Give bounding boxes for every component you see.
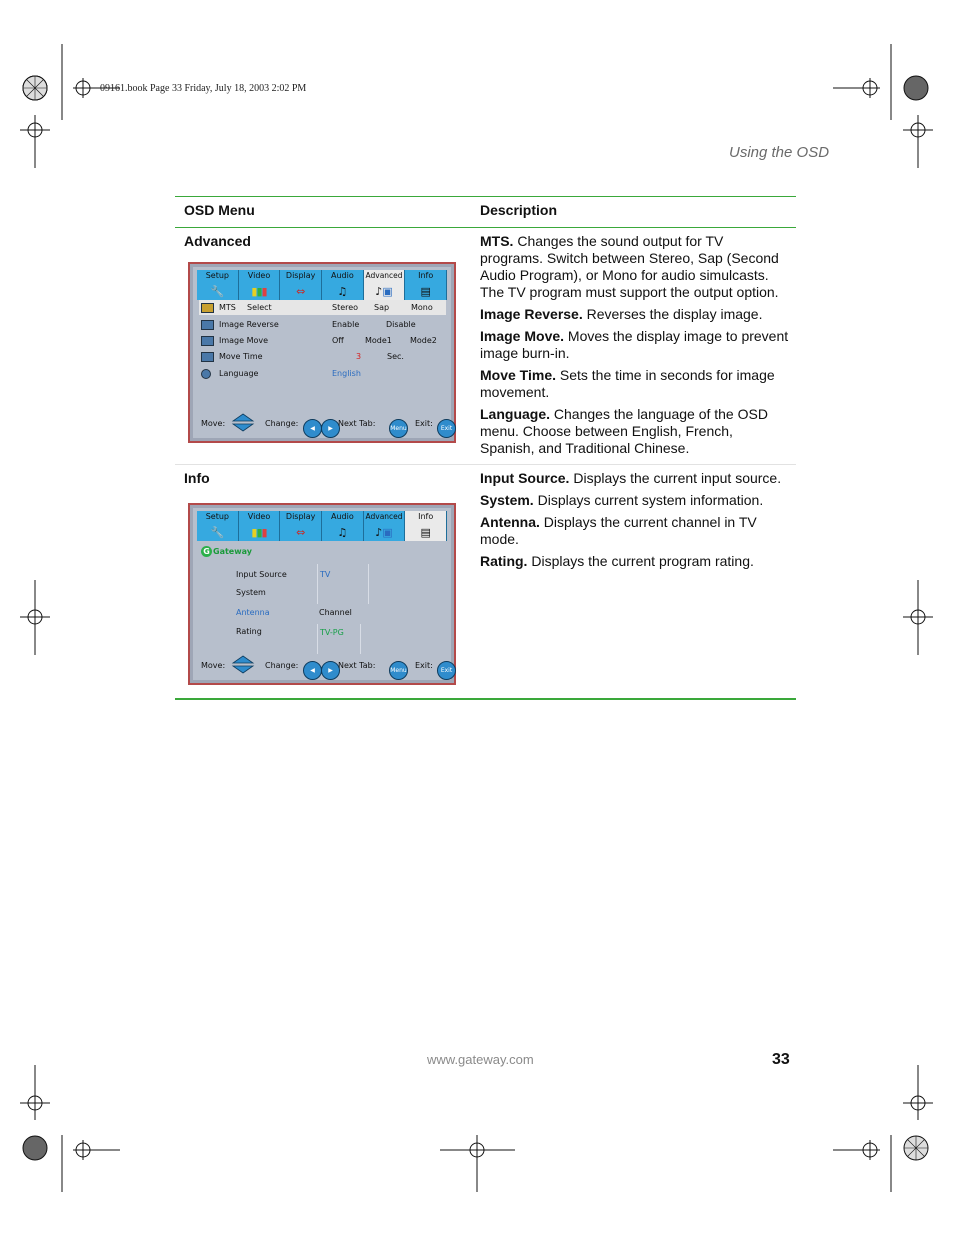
info-description	[480, 470, 790, 575]
input-source-value: TV	[320, 570, 331, 579]
osd-row-mts: MTS Select Stereo Sap Mono	[199, 300, 446, 315]
table-top-rule	[175, 196, 796, 197]
color-bars-icon: ▮▮▮	[251, 526, 267, 539]
osd-footer: Move: Change: ◀ ▶ Next Tab: Menu Exit: Exit	[199, 655, 447, 675]
osd-footer: Move: Change: ◀ ▶ Next Tab: Menu Exit: Exit	[199, 413, 447, 433]
osd-row-image-move: Image Move Off Mode1 Mode2	[199, 333, 446, 348]
column-header-osd-menu: OSD Menu	[184, 202, 255, 218]
move-time-icon	[201, 352, 214, 362]
desc-item: Move Time. Sets the time in seconds for image movement.	[480, 367, 775, 400]
tab-advanced: Advanced ♪▣	[364, 270, 406, 300]
exit-button-icon: Exit	[437, 661, 456, 680]
music-note-icon: ♫	[337, 526, 348, 539]
tab-setup: Setup 🔧	[197, 270, 239, 300]
divider	[360, 624, 361, 654]
exit-button-icon: Exit	[437, 419, 456, 438]
tab-video: Video ▮▮▮	[239, 270, 281, 300]
tab-video: Video ▮▮▮	[239, 511, 281, 541]
gateway-logo: G Gateway	[201, 546, 252, 557]
updown-arrows-icon	[231, 655, 255, 674]
system-label: System	[236, 588, 266, 597]
image-reverse-icon	[201, 320, 214, 330]
info-card-icon: ▤	[420, 526, 431, 539]
left-arrow-icon: ◀	[303, 419, 322, 438]
desc-item: Image Reverse. Reverses the display image.	[480, 306, 763, 322]
advanced-icon: ♪▣	[375, 285, 393, 298]
divider	[368, 564, 369, 604]
osd-advanced-screenshot	[188, 262, 456, 443]
desc-item: MTS. Changes the sound output for TV programs. Switch between Stereo, Sap (Second Audio Program), or Mono for audio simulcasts. The TV program must support the output option.	[480, 233, 779, 300]
menu-button-icon: Menu	[389, 661, 408, 680]
tab-info: Info ▤	[405, 511, 447, 541]
row-label-advanced: Advanced	[184, 233, 251, 249]
updown-arrows-icon	[231, 413, 255, 432]
wrench-icon: 🔧	[210, 285, 225, 298]
row-label-info: Info	[184, 470, 210, 486]
move-arrows-icon: ⇔	[296, 285, 306, 298]
menu-button-icon: Menu	[389, 419, 408, 438]
divider	[317, 624, 318, 654]
tab-audio: Audio ♫	[322, 511, 364, 541]
info-card-icon: ▤	[420, 285, 431, 298]
gateway-logo-icon: G	[201, 546, 212, 557]
rating-value: TV-PG	[320, 628, 344, 637]
music-note-icon: ♫	[337, 285, 348, 298]
tab-display: Display ⇔	[280, 270, 322, 300]
osd-tab-bar	[197, 511, 447, 541]
globe-icon	[201, 369, 211, 379]
desc-item: System. Displays current system information.	[480, 492, 764, 508]
tab-advanced: Advanced ♪▣	[364, 511, 406, 541]
column-header-description: Description	[480, 202, 558, 218]
print-metadata: 09161.book Page 33 Friday, July 18, 2003 2:02 PM	[100, 83, 307, 94]
color-bars-icon: ▮▮▮	[251, 285, 267, 298]
move-arrows-icon: ⇔	[296, 526, 306, 539]
osd-row-image-reverse: Image Reverse Enable Disable	[199, 317, 446, 332]
antenna-label: Antenna	[236, 608, 270, 617]
image-move-icon	[201, 336, 214, 346]
desc-item: Language. Changes the language of the OSD menu. Choose between English, French, Spanish, and Traditional Chinese.	[480, 406, 768, 456]
table-header-rule	[175, 227, 796, 228]
osd-info-screenshot	[188, 503, 456, 685]
tab-audio: Audio ♫	[322, 270, 364, 300]
right-arrow-icon: ▶	[321, 661, 340, 680]
tab-display: Display ⇔	[280, 511, 322, 541]
page-number: 33	[772, 1051, 790, 1068]
advanced-description	[480, 233, 790, 462]
antenna-value: Channel	[319, 608, 352, 617]
tab-setup: Setup 🔧	[197, 511, 239, 541]
table-bottom-rule	[175, 698, 796, 700]
table-row-divider	[175, 464, 796, 465]
right-arrow-icon: ▶	[321, 419, 340, 438]
input-source-label: Input Source	[236, 570, 287, 579]
advanced-icon: ♪▣	[375, 526, 393, 539]
wrench-icon: 🔧	[210, 526, 225, 539]
desc-item: Antenna. Displays the current channel in TV mode.	[480, 514, 757, 547]
desc-item: Input Source. Displays the current input source.	[480, 470, 782, 486]
osd-row-language: Language English	[199, 366, 446, 381]
section-title: Using the OSD	[729, 144, 830, 161]
speaker-icon	[201, 303, 214, 313]
desc-item: Rating. Displays the current program rating.	[480, 553, 754, 569]
divider	[317, 564, 318, 604]
left-arrow-icon: ◀	[303, 661, 322, 680]
footer-url[interactable]: www.gateway.com	[427, 1052, 534, 1067]
rating-label: Rating	[236, 627, 262, 636]
osd-tab-bar	[197, 270, 447, 300]
osd-row-move-time: Move Time 3 Sec.	[199, 349, 446, 364]
desc-item: Image Move. Moves the display image to prevent image burn-in.	[480, 328, 789, 361]
tab-info: Info ▤	[405, 270, 447, 300]
